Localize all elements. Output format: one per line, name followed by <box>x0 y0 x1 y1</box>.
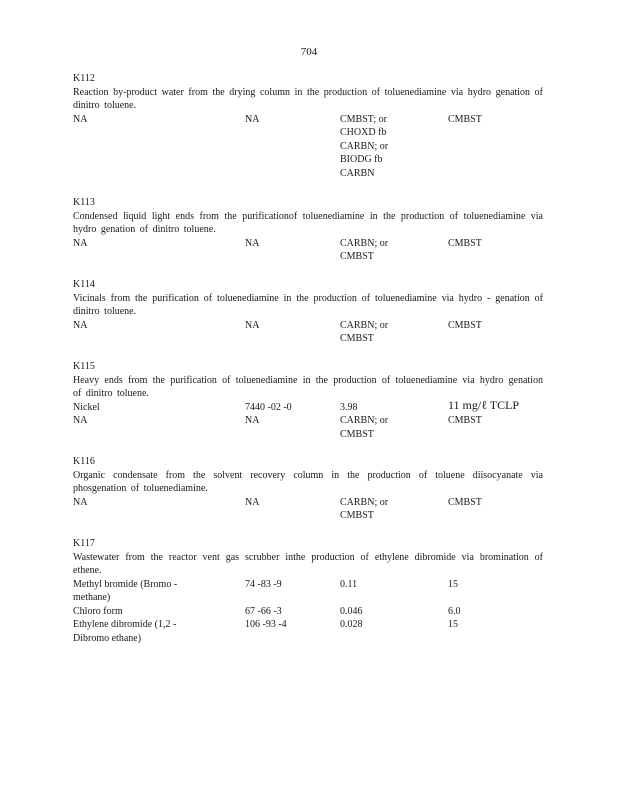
constituent-cell: NA <box>73 415 88 426</box>
constituent-cell: NA <box>73 319 88 331</box>
constituent-cell: NA <box>73 496 88 508</box>
wastewater-standard-cell: CARBN; or CMBST <box>340 319 389 344</box>
cas-number-cell: 7440 -02 -0 <box>245 401 292 413</box>
wastewater-standard-cell: 3.98 <box>340 401 358 413</box>
page-number: 704 <box>300 46 318 58</box>
wastewater-standard-cell: CARBN; or CMBST <box>340 237 389 262</box>
nonwastewater-standard-cell: CMBST <box>448 319 482 331</box>
table-row <box>73 319 543 346</box>
table-row <box>73 618 543 645</box>
nonwastewater-standard-cell: 15 <box>448 578 458 590</box>
waste-entry-k114 <box>73 278 543 346</box>
table-row <box>73 397 543 415</box>
cas-number-cell: NA <box>245 319 260 331</box>
waste-description: Wastewater from the reactor vent gas scrubber inthe production of ethylene dibromide via bromination of ethene. <box>73 551 543 576</box>
cas-number-cell: 106 -93 -4 <box>245 619 287 630</box>
constituent-cell: Nickel <box>73 401 100 413</box>
waste-entry-k115 <box>73 360 543 441</box>
waste-code: K112 <box>73 73 95 84</box>
nonwastewater-standard-cell: 11 mg/ℓ TCLP <box>448 397 520 412</box>
nonwastewater-standard-cell: 6.0 <box>448 605 461 617</box>
nonwastewater-standard-cell: CMBST <box>448 113 482 125</box>
cas-number-cell: NA <box>245 415 260 426</box>
constituent-cell: NA <box>73 237 88 249</box>
table-row <box>73 113 543 180</box>
cas-number-cell: NA <box>245 496 260 508</box>
cas-number-cell: NA <box>245 113 260 125</box>
table-row <box>73 237 543 264</box>
wastewater-standard-cell: CMBST; or CHOXD fb CARBN; or BIODG fb CARBN <box>340 113 389 179</box>
table-row <box>73 605 543 619</box>
table-row <box>73 578 543 605</box>
waste-description: Vicinals from the purification of toluenediamine in the production of toluenediamine via hydro - genation of dinitro toluene. <box>73 292 543 317</box>
wastewater-standard-cell: 0.028 <box>340 619 363 630</box>
nonwastewater-standard-cell: CMBST <box>448 237 482 249</box>
constituent-cell: Chloro form <box>73 605 123 617</box>
waste-entry-k116 <box>73 455 543 523</box>
waste-description: Reaction by-product water from the drying column in the production of toluenediamine via hydro genation of dinitro toluene. <box>73 86 543 111</box>
waste-code: K117 <box>73 538 95 549</box>
waste-code: K113 <box>73 197 95 208</box>
wastewater-standard-cell: 0.11 <box>340 578 358 590</box>
wastewater-standard-cell: 0.046 <box>340 605 363 617</box>
waste-description: Condensed liquid light ends from the purificationof toluenediamine in the production of toluenediamine via hydro genation of dinitro toluene. <box>73 210 543 235</box>
waste-code: K115 <box>73 361 95 372</box>
waste-entry-k117 <box>73 537 543 645</box>
cas-number-cell: 74 -83 -9 <box>245 578 282 590</box>
waste-description: Heavy ends from the purification of toluenediamine in the production of toluenediamine via hydro genation of dinitro toluene. <box>73 374 543 399</box>
cas-number-cell: NA <box>245 237 260 249</box>
wastewater-standard-cell: CARBN; or CMBST <box>340 496 389 521</box>
constituent-cell: Ethylene dibromide (1,2 - Dibromo ethane) <box>73 619 177 644</box>
waste-entry-k112 <box>73 72 543 180</box>
constituent-cell: Methyl bromide (Bromo - methane) <box>73 578 178 603</box>
waste-entry-k113 <box>73 196 543 264</box>
wastewater-standard-cell: CARBN; or CMBST <box>340 415 389 440</box>
nonwastewater-standard-cell: CMBST <box>448 415 482 426</box>
nonwastewater-standard-cell: CMBST <box>448 496 482 508</box>
table-row <box>73 496 543 523</box>
waste-code: K114 <box>73 279 95 290</box>
cas-number-cell: 67 -66 -3 <box>245 605 282 617</box>
constituent-cell: NA <box>73 113 88 125</box>
table-row <box>73 414 543 441</box>
nonwastewater-standard-cell: 15 <box>448 619 458 630</box>
waste-code: K116 <box>73 456 95 467</box>
waste-description: Organic condensate from the solvent recovery column in the production of toluene diisocyanate via phosgenation of toluenediamine. <box>73 469 543 494</box>
